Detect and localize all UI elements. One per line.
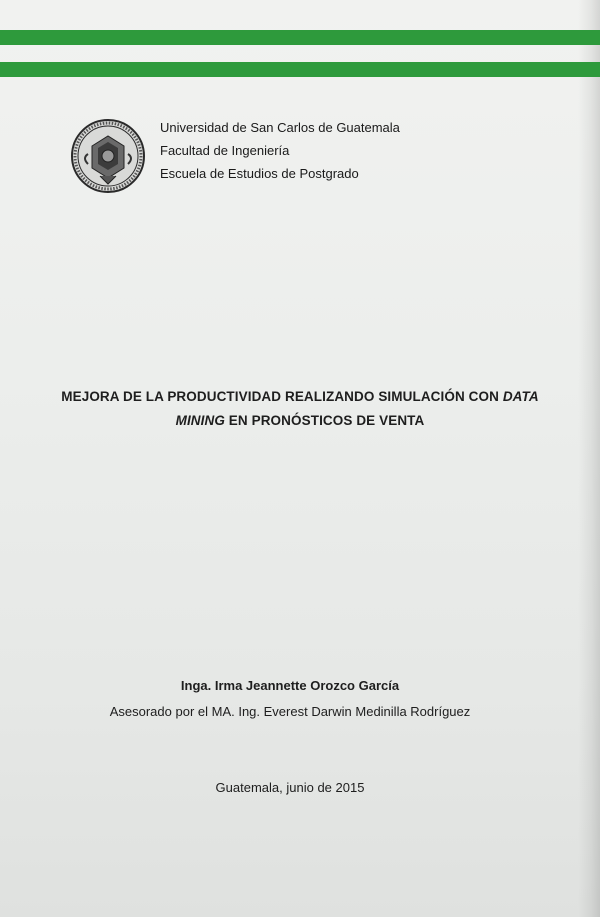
green-stripe-top (0, 30, 600, 45)
page-edge-shadow (578, 0, 600, 917)
institution-block (160, 116, 400, 185)
faculty-name: Facultad de Ingeniería (160, 143, 290, 158)
school-name: Escuela de Estudios de Postgrado (160, 166, 359, 181)
title-line-2-italic: MINING (175, 413, 225, 428)
advisor-line: Asesorado por el MA. Ing. Everest Darwin Medinilla Rodríguez (109, 704, 471, 719)
author-name: Inga. Irma Jeannette Orozco García (180, 678, 400, 693)
thesis-title (40, 385, 560, 433)
title-line-1 (40, 385, 560, 409)
university-name: Universidad de San Carlos de Guatemala (160, 120, 400, 135)
place-date: Guatemala, junio de 2015 (215, 780, 365, 795)
title-line-2 (40, 409, 560, 433)
university-seal-icon (70, 118, 146, 194)
title-line-1-italic: DATA (502, 389, 539, 404)
green-stripe-bottom (0, 62, 600, 77)
title-line-1-text: MEJORA DE LA PRODUCTIVIDAD REALIZANDO SIMULACIÓN CON (61, 389, 503, 404)
title-line-2-text: EN PRONÓSTICOS DE VENTA (224, 413, 425, 428)
